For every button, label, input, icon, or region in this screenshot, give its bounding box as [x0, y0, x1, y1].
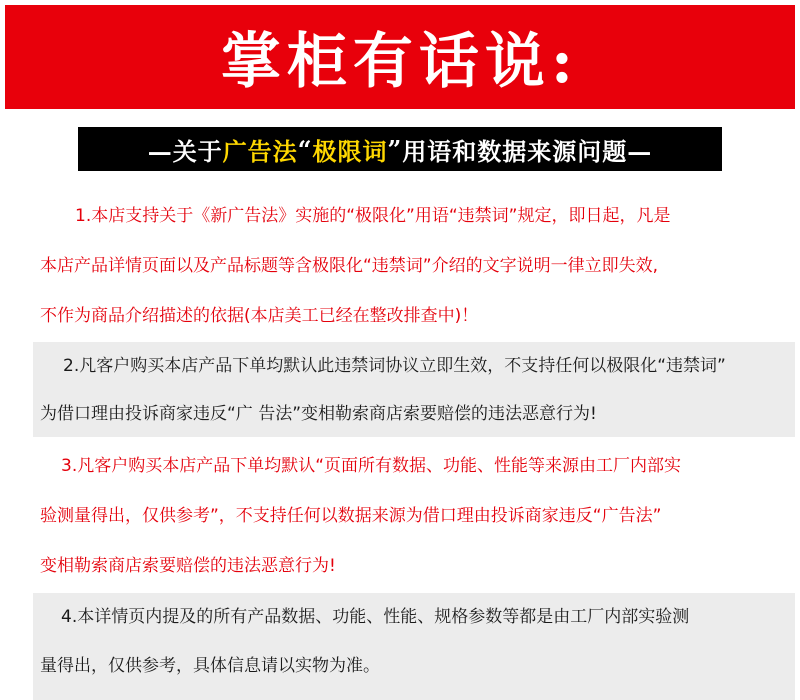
subtitle-highlight-extreme-words: 极限词	[312, 136, 388, 166]
subtitle-prefix: —关于	[147, 136, 223, 166]
notice-3-line-1: 3.凡客户购买本店产品下单均默认“页面所有数据、功能、性能等来源由工厂内部实	[61, 456, 682, 476]
subtitle-quote-close: ”	[387, 134, 403, 164]
notice-1-line-2: 本店产品详情页面以及产品标题等含极限化“违禁词”介绍的文字说明一律立即失效,	[40, 256, 659, 276]
notice-2-line-1: 2.凡客户购买本店产品下单均默认此违禁词协议立即生效，不支持任何以极限化“违禁词”	[63, 356, 726, 376]
notice-section-3	[33, 440, 795, 590]
notice-3-line-2: 验测量得出，仅供参考”，不支持任何以数据来源为借口理由投诉商家违反“广告法”	[40, 506, 662, 526]
notice-3-line-3: 变相勒索商店索要赔偿的违法恶意行为!	[40, 556, 336, 576]
subtitle-bar	[78, 127, 722, 171]
notice-1-line-1: 1.本店支持关于《新广告法》实施的“极限化”用语“违禁词”规定，即日起，凡是	[75, 206, 671, 226]
subtitle-suffix: 用语和数据来源问题—	[402, 136, 653, 166]
notice-4-line-1: 4.本详情页内提及的所有产品数据、功能、性能、规格参数等都是由工厂内部实验测	[61, 607, 690, 627]
notice-section-1	[33, 190, 795, 340]
notice-4-line-2: 量得出，仅供参考，具体信息请以实物为准。	[40, 656, 380, 676]
banner-title: 掌柜有话说:	[220, 27, 580, 97]
notice-section-2	[33, 342, 795, 437]
header-banner	[5, 5, 795, 109]
subtitle-highlight-ad-law: 广告法	[222, 136, 298, 166]
notice-1-line-3: 不作为商品介绍描述的依据(本店美工已经在整改排查中)！	[40, 306, 479, 326]
notice-section-4	[33, 593, 795, 700]
subtitle-quote-open: “	[297, 134, 313, 164]
notice-2-line-2: 为借口理由投诉商家违反“广 告法”变相勒索商店索要赔偿的违法恶意行为!	[40, 404, 597, 424]
